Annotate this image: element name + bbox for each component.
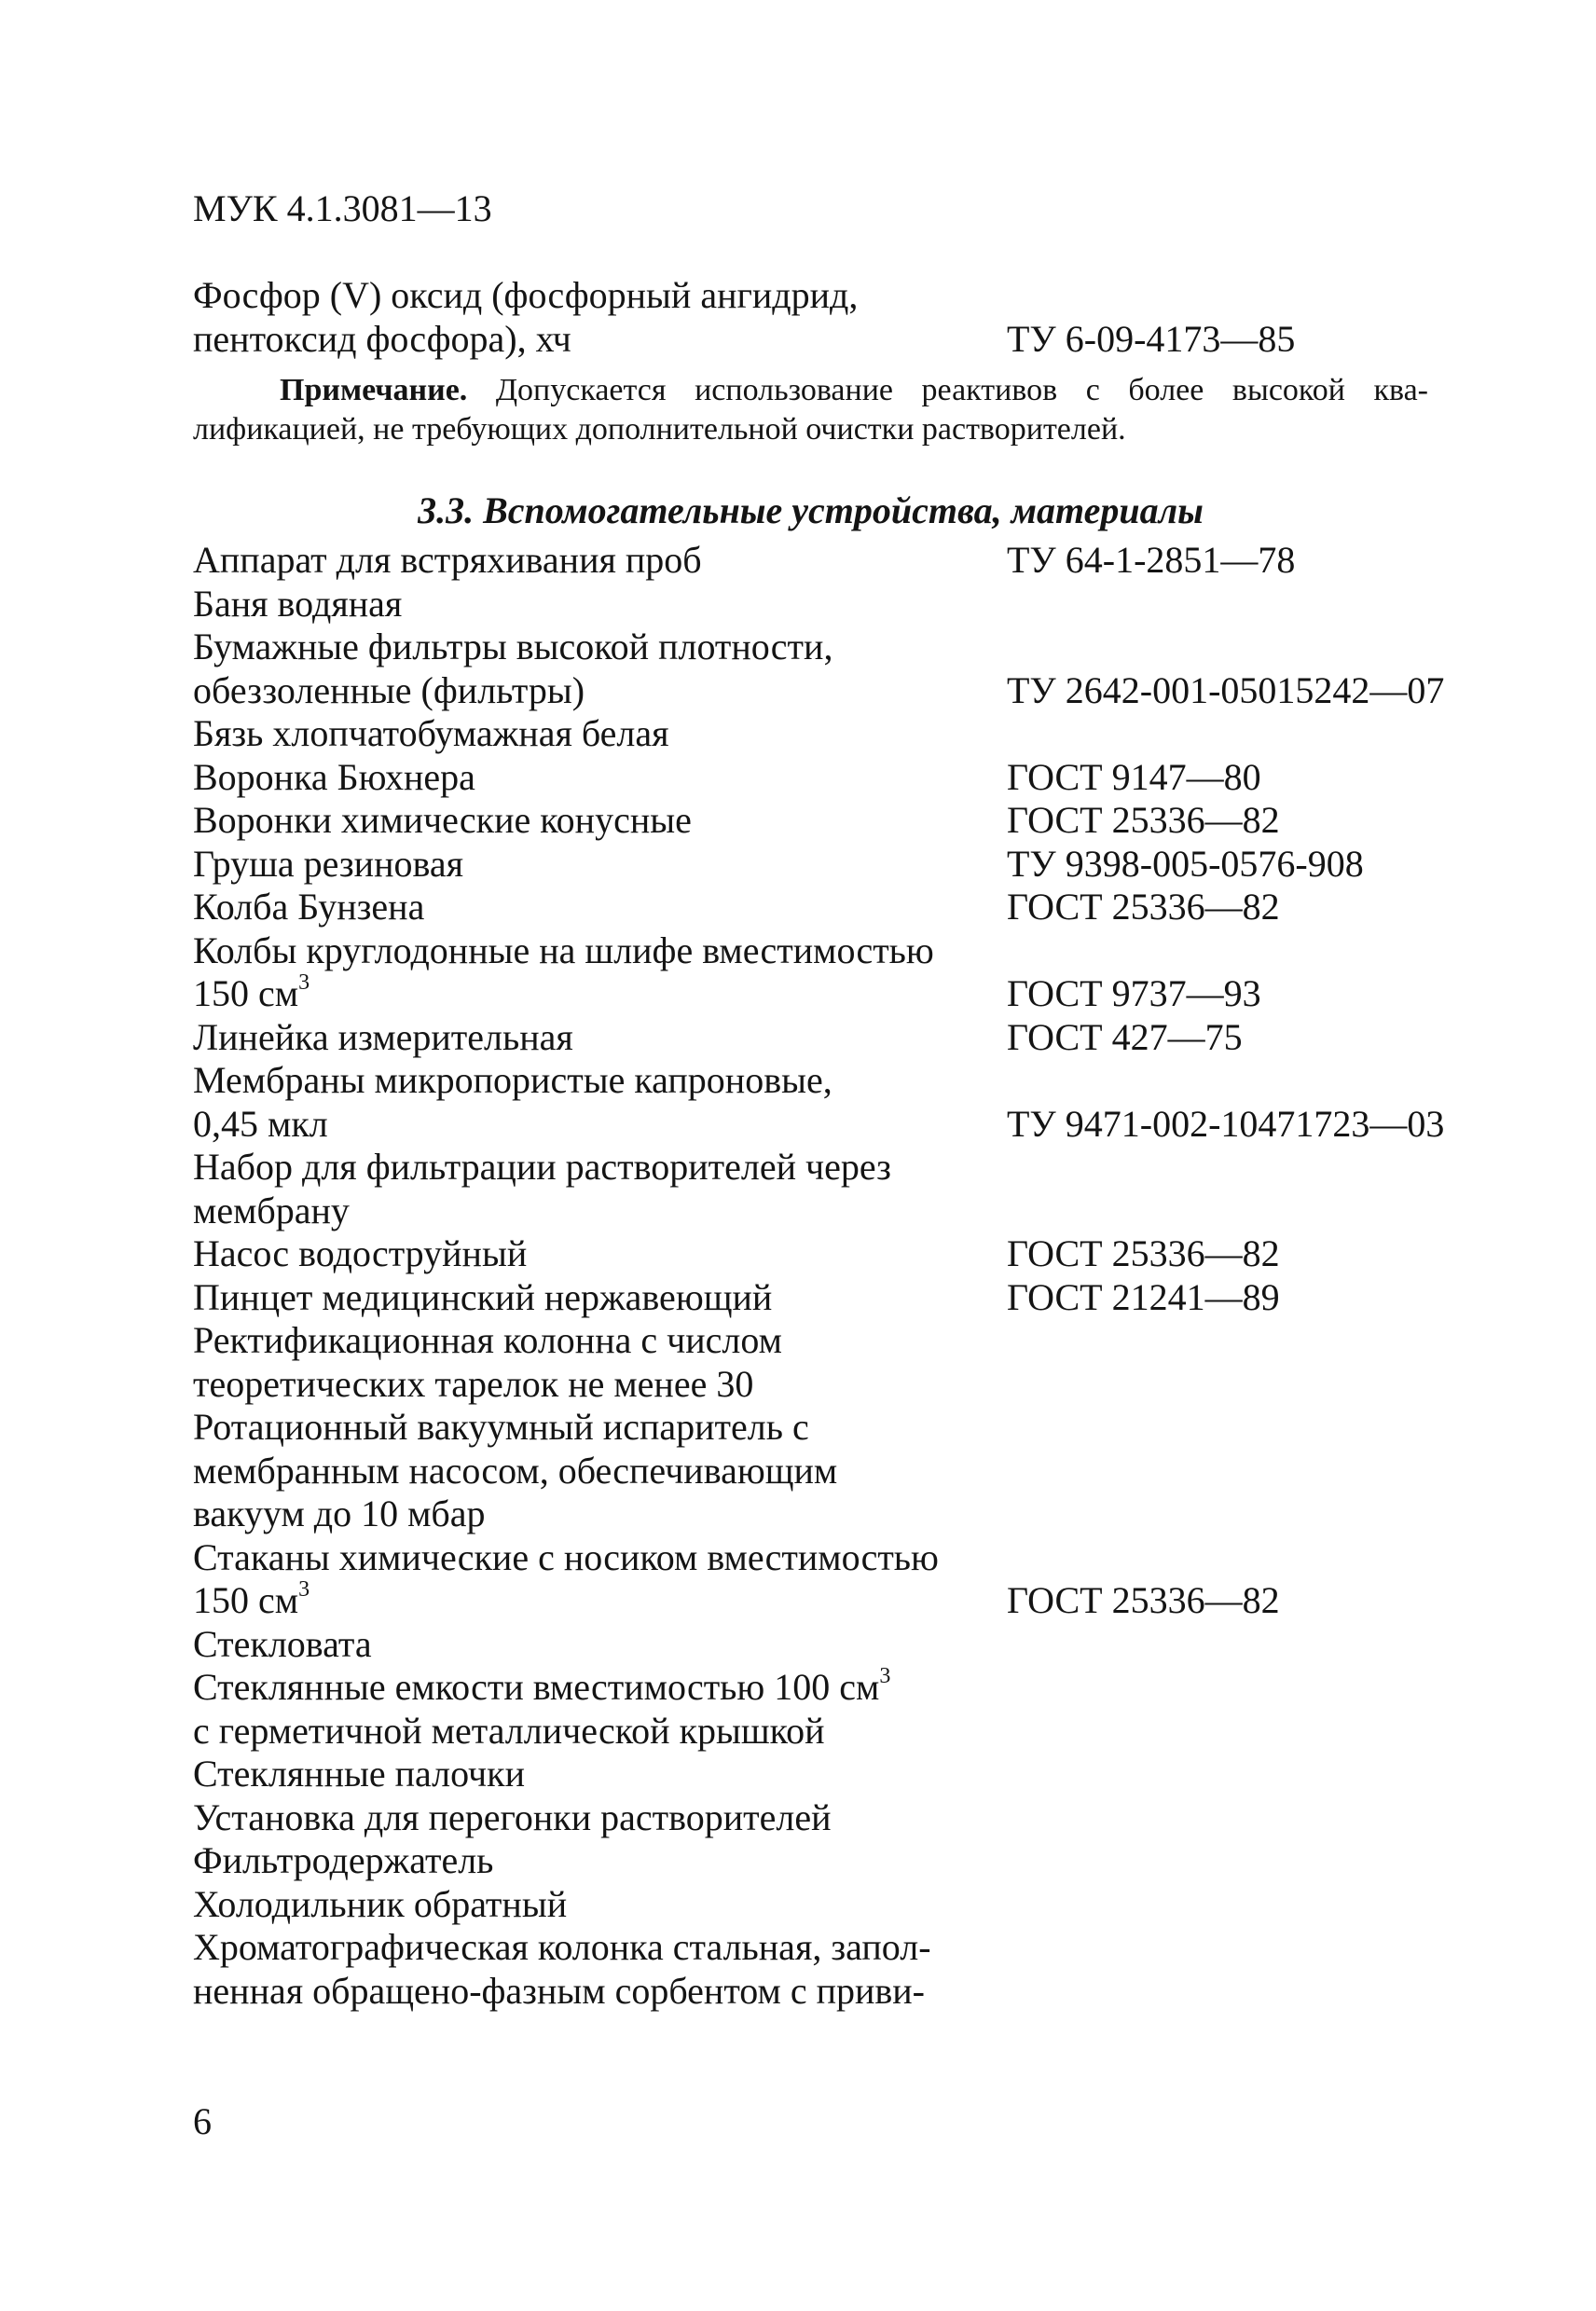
note-paragraph: [193, 371, 1428, 449]
item-name-text: Колба Бунзена: [193, 886, 425, 928]
item-name-text: Фильтродержатель: [193, 1839, 494, 1881]
list-item: [193, 1710, 1442, 1754]
item-name-text: Мембраны микропористые капроновые,: [193, 1059, 832, 1101]
item-name: [193, 929, 934, 973]
item-name-text: Пинцет медицинский нержавеющий: [193, 1275, 773, 1318]
list-item: [193, 1839, 1442, 1883]
item-name-text: Набор для фильтрации растворителей через: [193, 1146, 891, 1188]
item-standard: ТУ 9471-002-10471723—03: [1007, 1102, 1445, 1145]
item-name: [193, 1103, 328, 1147]
equipment-list: [193, 539, 1445, 2013]
item-name-text: с герметичной металлической крышкой: [193, 1709, 825, 1752]
list-item: [193, 1926, 1442, 1970]
superscript: 3: [298, 1576, 310, 1602]
item-name-text: Бязь хлопчатобумажная белая: [193, 712, 669, 754]
item-name-text: Ротационный вакуумный испаритель с: [193, 1406, 809, 1448]
list-item: [193, 1623, 1442, 1667]
item-name-text: Воронка Бюхнера: [193, 755, 475, 798]
item-name: [193, 1576, 310, 1623]
item-name: [193, 626, 832, 669]
list-item: [193, 843, 1442, 887]
list-item: [193, 1883, 1442, 1927]
reagents-tail-list: [193, 274, 1442, 361]
item-name-text: Холодильник обратный: [193, 1882, 568, 1925]
list-item: [193, 756, 1442, 800]
document-code-header: МУК 4.1.3081—13: [193, 187, 492, 229]
item-name-text: Ректификационная колонна с числом: [193, 1319, 782, 1361]
item-name-text: 150 см: [193, 972, 299, 1014]
item-name: [193, 1970, 925, 2014]
item-name: [193, 1450, 837, 1493]
list-item: [193, 1796, 1442, 1840]
item-standard: ГОСТ 9147—80: [1007, 755, 1261, 798]
item-name: [193, 669, 585, 713]
item-name-text: Колбы круглодонные на шлифе вместимостью: [193, 929, 934, 971]
item-name-text: Стеклянные палочки: [193, 1753, 526, 1795]
item-name: [193, 1059, 832, 1103]
item-name-text: Стаканы химические с носиком вместимостью: [193, 1535, 939, 1578]
item-name: [193, 1016, 573, 1060]
item-name: [193, 1406, 809, 1450]
item-name: [193, 1839, 493, 1883]
list-item: [193, 668, 1445, 713]
item-name-text: Линейка измерительная: [193, 1015, 573, 1058]
item-name: [193, 1319, 782, 1363]
item-name: Фосфор (V) оксид (фосфорный ангидрид,: [193, 274, 859, 316]
item-name: [193, 1623, 372, 1667]
item-standard: ТУ 9398-005-0576-908: [1007, 842, 1364, 885]
item-name: [193, 539, 702, 583]
list-item: [193, 1753, 1442, 1796]
item-name-text: Бумажные фильтры высокой плотности,: [193, 626, 833, 667]
item-name-text: Стекловата: [193, 1622, 372, 1665]
list-item: [193, 1493, 1442, 1536]
item-name-text: обеззоленные (фильтры): [193, 668, 585, 711]
item-name: [193, 1883, 567, 1927]
item-name-text: Аппарат для встряхивания проб: [193, 539, 702, 581]
list-item: [193, 1319, 1442, 1363]
item-name: [193, 1796, 832, 1840]
item-name: [193, 1926, 931, 1970]
item-name: [193, 1276, 772, 1320]
item-name: [193, 1363, 753, 1407]
item-name: [193, 799, 692, 843]
item-standard: ГОСТ 25336—82: [1007, 886, 1280, 928]
item-standard: ГОСТ 9737—93: [1007, 972, 1261, 1014]
list-item: [193, 1363, 1442, 1407]
list-item: [193, 886, 1442, 929]
item-name-text: ненная обращено-фазным сорбентом с приви-: [193, 1969, 925, 2012]
list-item: [193, 1059, 1442, 1103]
superscript: 3: [879, 1663, 891, 1688]
item-name-text: мембранным насосом, обеспечивающим: [193, 1449, 838, 1492]
item-name: [193, 1710, 824, 1754]
item-name-text: Хроматографическая колонка стальная, запол-: [193, 1926, 931, 1968]
item-name-text: 150 см: [193, 1579, 299, 1621]
list-item: [193, 1232, 1442, 1276]
item-name-text: мембрану: [193, 1189, 350, 1231]
item-standard: ГОСТ 25336—82: [1007, 1232, 1280, 1274]
item-name-text: Стеклянные емкости вместимостью 100 см: [193, 1666, 880, 1708]
item-name-text: вакуум до 10 мбар: [193, 1493, 486, 1534]
item-name: [193, 1753, 525, 1796]
list-item: [193, 583, 1442, 626]
item-name: [193, 1146, 891, 1190]
item-name: [193, 1536, 939, 1580]
item-name-text: Воронки химические конусные: [193, 799, 692, 841]
item-name: [193, 1232, 527, 1276]
item-name-text: 0,45 мкл: [193, 1102, 328, 1145]
item-name: [193, 583, 402, 626]
item-name: [193, 1663, 891, 1710]
list-item: [193, 1016, 1442, 1060]
item-name: [193, 756, 475, 800]
list-item: [193, 1102, 1445, 1147]
item-name: [193, 886, 424, 929]
item-name: [193, 1493, 486, 1536]
item-name-text: Баня водяная: [193, 582, 403, 625]
item-standard: ГОСТ 21241—89: [1007, 1275, 1280, 1318]
list-item: [193, 1536, 1442, 1580]
list-item: [193, 626, 1442, 669]
list-item: [193, 1450, 1442, 1493]
item-standard: ГОСТ 25336—82: [1007, 799, 1280, 841]
list-item: [193, 1190, 1442, 1233]
list-item: [193, 1663, 1442, 1710]
item-name: [193, 712, 669, 756]
item-name: [193, 972, 310, 1016]
superscript: 3: [298, 970, 310, 995]
section-title: 3.3. Вспомогательные устройства, материалы: [418, 489, 1204, 531]
page-number: 6: [193, 2100, 212, 2142]
item-name: [193, 1190, 350, 1233]
item-standard: ГОСТ 427—75: [1007, 1015, 1243, 1058]
item-standard: ГОСТ 25336—82: [1007, 1579, 1280, 1621]
item-name: пентоксид фосфора), хч: [193, 317, 571, 360]
list-item: [193, 712, 1442, 756]
list-item: [193, 929, 1442, 973]
item-standard: ТУ 6-09-4173—85: [1007, 317, 1296, 360]
list-item: [193, 1276, 1442, 1320]
item-name-text: теоретических тарелок не менее 30: [193, 1362, 754, 1405]
item-name: [193, 843, 463, 887]
note-label: Примечание.: [280, 373, 468, 407]
list-item: [193, 1406, 1442, 1450]
note-line-1: [193, 371, 1428, 410]
item-name-text: Груша резиновая: [193, 842, 463, 885]
list-item: [193, 539, 1442, 583]
list-item: [193, 972, 1442, 1016]
list-item: [193, 1146, 1442, 1190]
list-item: [193, 318, 1442, 362]
note-line-2: лификацией, не требующих дополнительной очистки растворителей.: [193, 412, 1126, 447]
item-name-text: Насос водоструйный: [193, 1232, 528, 1274]
item-standard: ТУ 64-1-2851—78: [1007, 539, 1296, 581]
list-item: [193, 274, 1442, 318]
list-item: [193, 1576, 1442, 1623]
item-name-text: Установка для перегонки растворителей: [193, 1795, 832, 1838]
list-item: [193, 1970, 1442, 2014]
list-item: [193, 799, 1442, 843]
item-standard: ТУ 2642-001-05015242—07: [1007, 668, 1445, 711]
note-text-1: Допускается использование реактивов с более высокой ква-: [467, 373, 1428, 407]
